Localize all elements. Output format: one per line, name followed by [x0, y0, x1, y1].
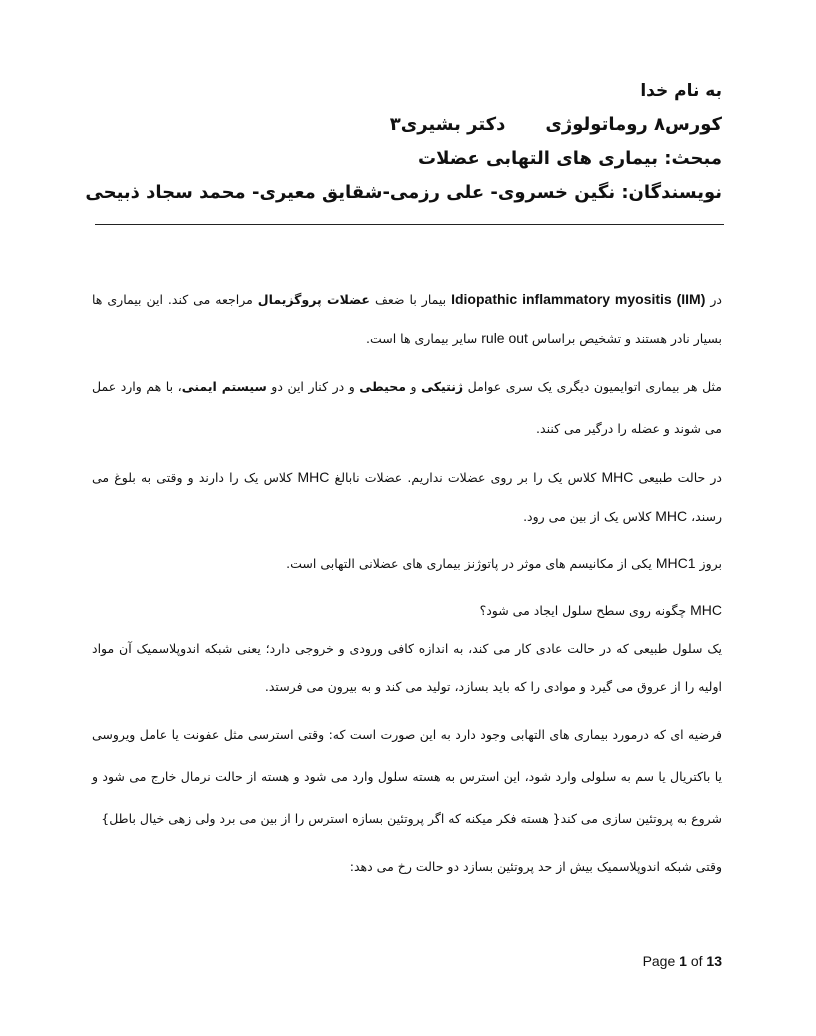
- course-title: کورس۸ روماتولوژی: [545, 114, 722, 135]
- paragraph-er-overload: وقتی شبکه اندوپلاسمیک بیش از حد پروتئین بسازد دو حالت رخ می دهد:: [349, 859, 722, 874]
- course-line: [92, 108, 722, 142]
- mhc-term: MHC: [297, 469, 330, 485]
- mhc-term: MHC: [601, 469, 634, 485]
- paragraph-mhc-question: MHC چگونه روی سطح سلول ایجاد می شود؟: [479, 602, 722, 618]
- paragraph-mhc1-pathogenesis: بروز MHC1 یکی از مکانیسم های موثر در پاتوژنز بیماری های عضلانی التهابی است.: [286, 555, 722, 571]
- of-label: of: [690, 953, 703, 969]
- mhc-term: MHC: [690, 602, 722, 618]
- document-header: [85, 74, 722, 210]
- document-body: [92, 280, 722, 894]
- header-divider: [95, 224, 724, 225]
- bismillah-heading: به نام خدا: [640, 81, 722, 101]
- total-pages-number: 13: [706, 953, 722, 969]
- paragraph-autoimmune-factors: مثل هر بیماری اتوایمیون دیگری یک سری عوامل ژنتیکی و محیطی و در کنار این دو سیستم ایمنی، با هم وارد عمل می شوند و عضله را درگیر می کنند.: [92, 379, 723, 436]
- paragraph-iim-intro: در Idiopathic inflammatory myositis (IIM) بیمار با ضعف عضلات پروگزیمال مراجعه می کند. این بیماری ها بسیار نادر هستند و تشخیص براساس rule out سایر بیماری ها است.: [92, 291, 722, 346]
- paragraph-normal-cell: یک سلول طبیعی که در حالت عادی کار می کند، به اندازه کافی ورودی و خروجی دارد؛ یعنی شبکه اندوپلاسمیک آن مواد اولیه را از عروق می گیرد و موادی را که باید بسازد، تولید می کند و به بیرون می فرستد.: [92, 641, 722, 694]
- rule-out-term: rule out: [481, 330, 528, 346]
- authors-line: نویسندگان: نگین خسروی- علی رزمی-شقایق معیری- محمد سجاد ذبیحی: [85, 182, 722, 203]
- instructor-name: دکتر بشیری۳: [389, 114, 506, 135]
- mhc1-term: MHC1: [655, 555, 696, 571]
- current-page-number: 1: [679, 953, 687, 969]
- mhc-term: MHC: [655, 508, 688, 524]
- iim-term: Idiopathic inflammatory myositis (IIM): [451, 291, 706, 307]
- page-label: Page: [642, 953, 676, 969]
- topic-heading: مبحث: بیماری های التهابی عضلات: [418, 148, 722, 169]
- environmental-term: محیطی: [359, 379, 406, 394]
- paragraph-stress-hypothesis: فرضیه ای که درمورد بیماری های التهابی وجود دارد به این صورت است که: وقتی استرسی مثل عفونت یا عامل ویروسی یا باکتریال یا سم به سلولی وارد شود، این استرس به هسته سلول وارد می شود و هسته از حالت نرمال خارج می شود و شروع به پروتئین سازی می کند{ هسته فکر میکنه که اگر پروتئین بسازه استرس را از بین می برد ولی زهی خیال باطل}: [92, 727, 722, 826]
- immune-system-term: سیستم ایمنی: [181, 379, 267, 394]
- page-number-footer: [643, 953, 722, 969]
- genetic-term: ژنتیکی: [421, 379, 464, 394]
- proximal-muscles-term: عضلات پروگزیمال: [257, 292, 370, 307]
- paragraph-mhc-normal: در حالت طبیعی MHC کلاس یک را بر روی عضلات نداریم. عضلات نابالغ MHC کلاس یک را دارند و وقتی به بلوغ می رسند، MHC کلاس یک از بین می رود.: [92, 469, 723, 524]
